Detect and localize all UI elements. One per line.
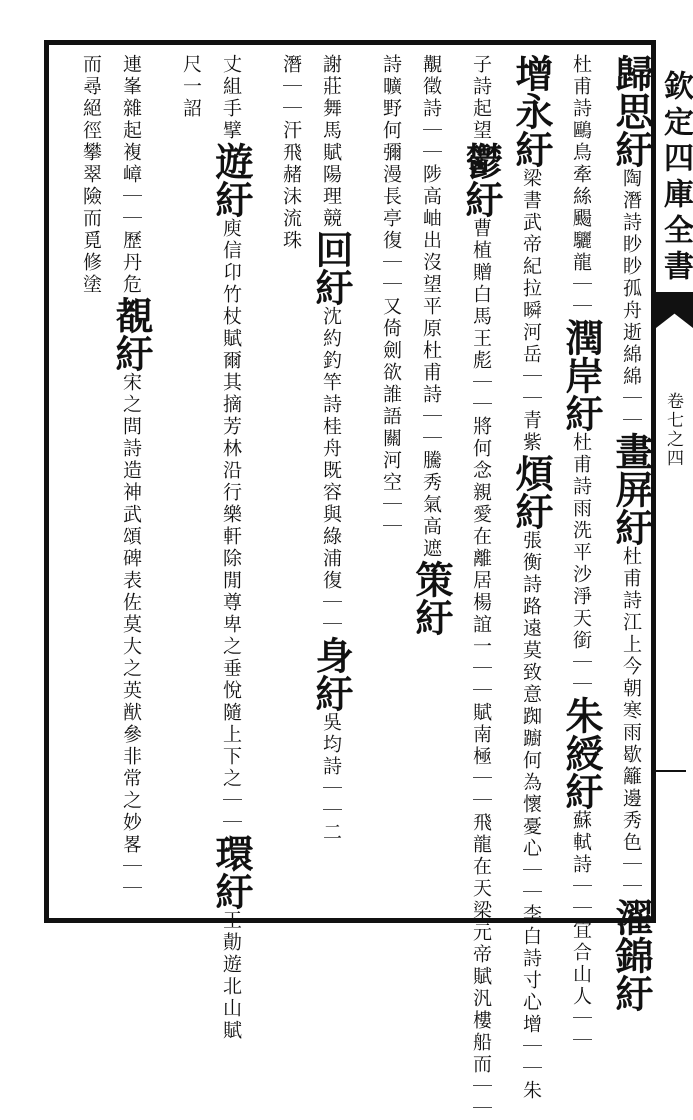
headword: 濯錦紆	[609, 898, 654, 1012]
frame-left-border	[44, 40, 49, 923]
frame-top-border	[44, 40, 656, 45]
headword: 遊紆	[209, 142, 254, 218]
annotation: 宋之問詩造神武頌碑表佐莫大之英猷參非常之妙畧｜｜	[120, 372, 142, 900]
annotation: 沈約釣竿詩桂舟既容與綠浦復｜｜	[320, 306, 342, 636]
annotation: 陶潛詩眇眇孤舟逝綿綿	[620, 168, 642, 388]
headword: 潤岸紆	[559, 318, 604, 432]
annotation: 謝莊舞馬賦陽理競	[320, 54, 342, 230]
margin-volume: 卷七之四	[663, 392, 683, 468]
annotation: 子詩起望	[470, 54, 492, 142]
margin-title: 欽定四庫全書	[658, 70, 693, 286]
text-column-12	[50, 54, 100, 914]
fishtail-mark	[656, 292, 693, 328]
text-column-5	[400, 54, 454, 914]
annotation: 尺一詔	[180, 54, 202, 120]
text-column-6	[350, 54, 400, 914]
text-column-11	[100, 54, 154, 914]
annotation: 庾信卬竹杖賦爾其摘芳林沿行樂軒除閒尊卑之垂悅隨上下之｜｜	[220, 218, 242, 834]
headword: 畫屏紆	[609, 432, 654, 546]
annotation: 杜甫詩江上今朝寒雨歇籬邊秀色｜｜	[620, 546, 642, 898]
text-column-4	[450, 54, 504, 1120]
annotation: 吳均詩｜｜二	[320, 712, 342, 844]
text-column-10	[150, 54, 200, 914]
annotation: 詩曠野何彌漫長亭復｜｜又倚劍欲誰語關河空｜｜	[380, 54, 402, 538]
annotation: 蘇軾詩｜｜宜合山人｜｜	[570, 810, 592, 1052]
text-column-8	[250, 54, 300, 914]
text-column-9	[200, 54, 254, 1042]
headword: 身紆	[309, 636, 354, 712]
headword: 策紆	[409, 560, 454, 636]
annotation: 連峯雜起複嶂｜｜歷丹危	[120, 54, 142, 296]
annotation: 張衡詩路遠莫致意踟躕何為懷憂心｜｜李白詩寸心增｜｜朱	[520, 530, 542, 1102]
headword: 增永紆	[509, 54, 554, 168]
annotation: 杜甫詩鷗鳥牽絲颺驪龍｜｜	[570, 54, 592, 318]
annotation: 杜甫詩雨洗平沙淨天銜｜｜	[570, 432, 592, 696]
text-column-7	[300, 54, 354, 914]
annotation: 梁書武帝紀拉𣊬河岳｜｜青紫	[520, 168, 542, 454]
text-column-3	[500, 54, 554, 1102]
headword: 歸思紆	[609, 54, 654, 168]
margin-tick	[656, 770, 686, 772]
headword: 鬱紆	[459, 142, 504, 218]
annotation: 而尋絕徑攀翠險而覓修塗	[80, 54, 102, 296]
annotation: 潛｜｜汗飛赭沫流珠	[280, 54, 302, 252]
annotation: ｜｜	[620, 388, 642, 432]
headword: 環紆	[209, 834, 254, 910]
annotation: 覯徵詩｜｜陟高岫出沒望平原杜甫詩｜｜騰秀氣高遮	[420, 54, 442, 560]
text-column-1	[600, 54, 654, 1012]
annotation: 丈組手擘	[220, 54, 242, 142]
headword: 回紆	[309, 230, 354, 306]
annotation: 曹植贈白馬王彪｜｜將何念親愛在離居楊誼一｜｜賦南極｜｜飛龍在天梁元帝賦汎樓船而｜｜	[470, 218, 492, 1120]
headword: 朱綬紆	[559, 696, 604, 810]
annotation: 王勣遊北山賦	[220, 910, 242, 1042]
headword: 覩紆	[109, 296, 154, 372]
headword: 煩紆	[509, 454, 554, 530]
frame-bottom-border	[44, 918, 656, 923]
text-column-2	[550, 54, 604, 1052]
